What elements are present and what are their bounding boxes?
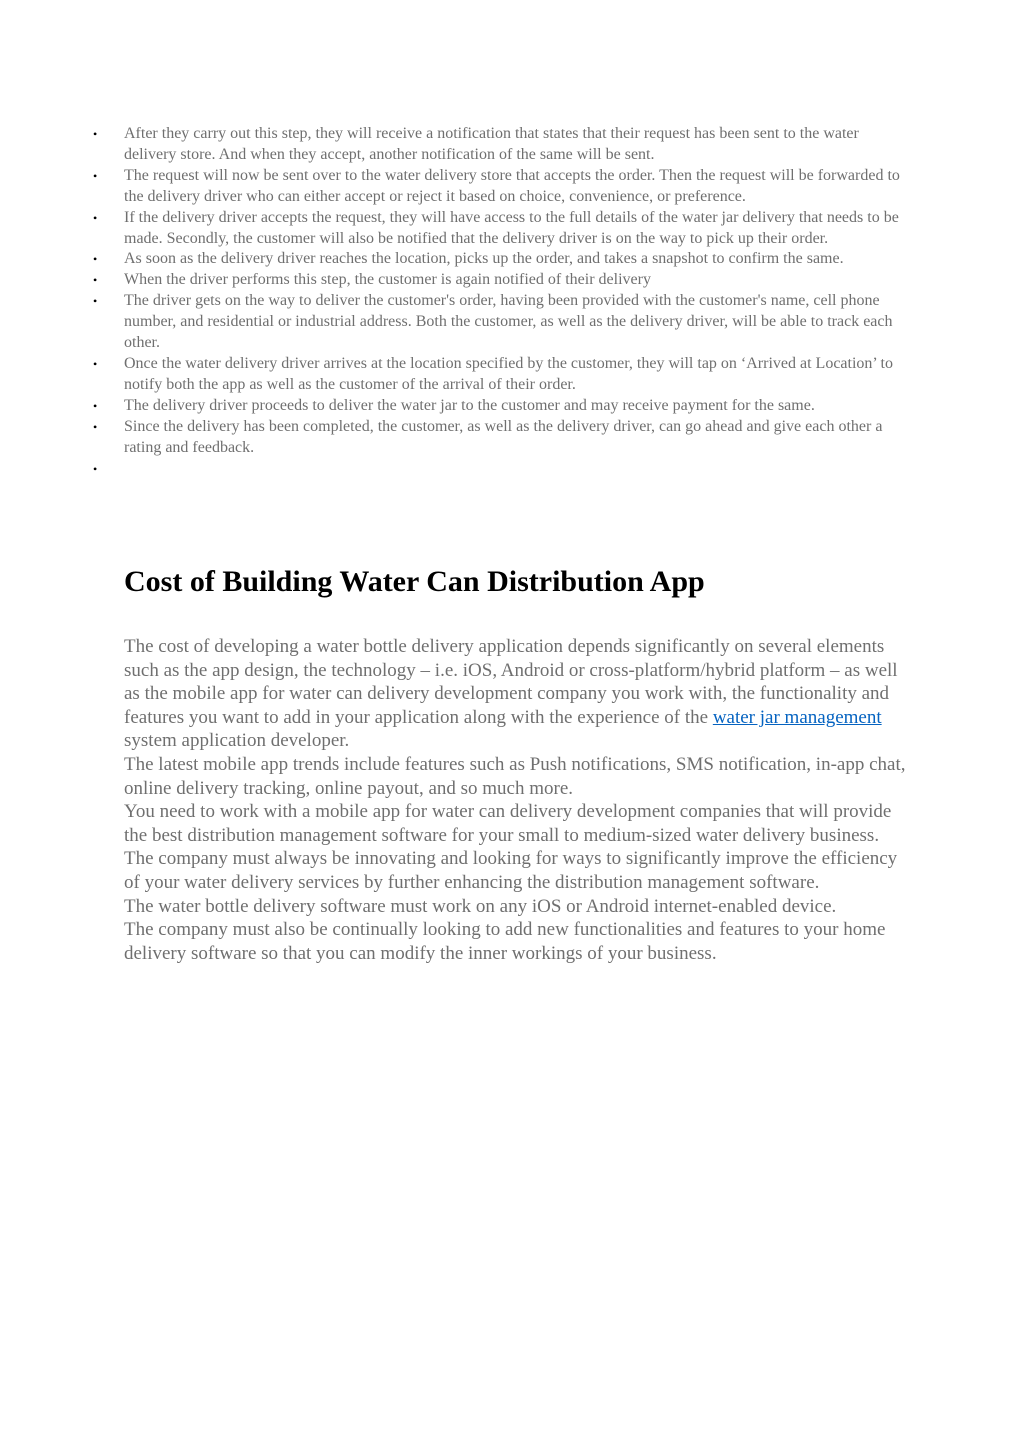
list-item: [0, 249, 904, 270]
bullet-icon: •: [93, 461, 98, 476]
list-item-text: Once the water delivery driver arrives at the location specified by the customer, they will tap on ‘Arrived at Location’ to notify both the app as well as the customer of the arrival of their order.: [124, 354, 893, 393]
list-item: [0, 354, 904, 396]
bullet-icon: •: [93, 419, 98, 434]
list-item-text: If the delivery driver accepts the request, they will have access to the full details of the water jar delivery that needs to be made. Secondly, the customer will also be notified that the delivery driver is on the way to pick up their order.: [124, 208, 899, 247]
paragraph-innovating: The company must always be innovating and looking for ways to significantly improve the efficiency of your water delivery services by further enhancing the distribution management software.: [124, 848, 898, 893]
bullet-icon: •: [93, 398, 98, 413]
section-body: [124, 635, 909, 965]
list-item-text: Since the delivery has been completed, the customer, as well as the delivery driver, can go ahead and give each other a rating and feedback.: [124, 417, 883, 456]
section-heading: Cost of Building Water Can Distribution App: [124, 565, 705, 598]
list-item: [0, 166, 904, 208]
paragraph-text: system application developer.: [124, 730, 350, 752]
bullet-icon: •: [93, 127, 98, 141]
paragraph-cost-factors: [124, 635, 909, 753]
paragraph-device-support: The water bottle delivery software must work on any iOS or Android internet-enabled device.: [124, 895, 837, 917]
paragraph-new-features: The company must also be continually looking to add new functionalities and features to your home delivery software so that you can modify the inner workings of your business.: [124, 919, 886, 964]
steps-bullet-list: [0, 124, 1023, 479]
bullet-icon: •: [93, 210, 98, 225]
bullet-icon: •: [93, 356, 98, 371]
list-item-text: When the driver performs this step, the customer is again notified of their delivery: [124, 271, 651, 289]
list-item: [0, 417, 904, 459]
paragraph-trends: The latest mobile app trends include features such as Push notifications, SMS notification, in-app chat, online delivery tracking, online payout, and so much more.: [124, 753, 906, 799]
list-item: [0, 124, 904, 166]
list-item-text: The delivery driver proceeds to deliver the water jar to the customer and may receive payment for the same.: [124, 396, 815, 414]
list-item-text: After they carry out this step, they will receive a notification that states that their request has been sent to the water delivery store. And when they accept, another notification of the same will be sent.: [124, 125, 859, 163]
list-item: [0, 270, 904, 291]
paragraph-text: The cost of developing a water bottle delivery application depends significantly on several elements such as the app design, the technology – i.e. iOS, Android or cross-platform/hybrid platform – as well as the mobile app for water can delivery development company you work with, the functionality and features you want to add in your application along with the experience of the: [124, 636, 898, 728]
water-jar-management-link[interactable]: water jar management: [712, 706, 882, 728]
list-item-text: The request will now be sent over to the water delivery store that accepts the order. Then the request will be forwarded to the delivery driver who can either accept or reject it based on choice, convenience, or preference.: [124, 166, 900, 205]
list-item-empty: [0, 459, 904, 480]
bullet-icon: •: [93, 273, 98, 288]
bullet-icon: •: [93, 294, 98, 309]
list-item: [0, 396, 904, 417]
paragraph-work-with: You need to work with a mobile app for water can delivery development companies that will provide the best distribution management software for your small to medium-sized water delivery business.: [124, 801, 892, 846]
list-item: [0, 208, 904, 250]
list-item-text: The driver gets on the way to deliver the customer's order, having been provided with the customer's name, cell phone number, and residential or industrial address. Both the customer, as well as the delivery driver, will be able to track each other.: [124, 292, 893, 352]
bullet-icon: •: [93, 168, 98, 183]
list-item: [0, 291, 904, 354]
list-item-text: As soon as the delivery driver reaches the location, picks up the order, and takes a snapshot to confirm the same.: [124, 250, 844, 268]
bullet-icon: •: [93, 252, 98, 267]
